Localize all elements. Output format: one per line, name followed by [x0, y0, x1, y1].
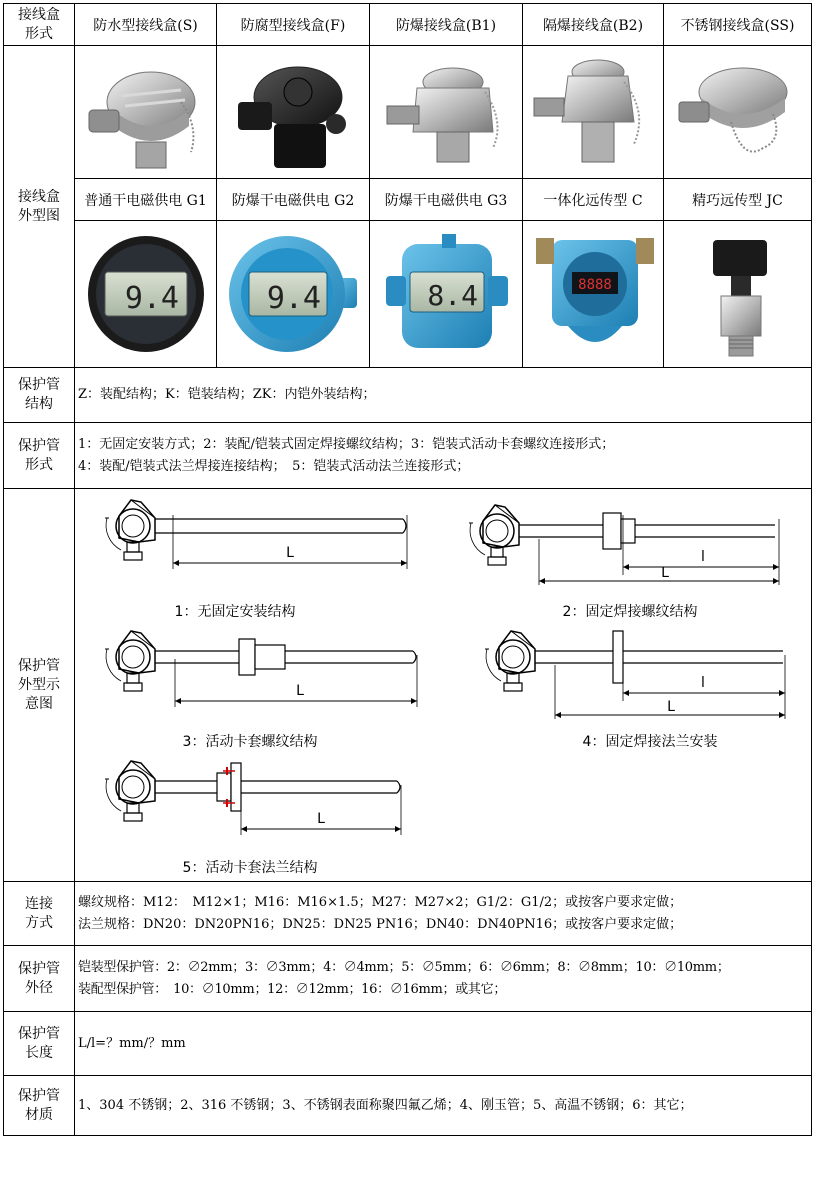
- length-label: 保护管 长度: [4, 1012, 75, 1076]
- tube-form-line-1: 1：无固定安装方式；2：装配/铠装式固定焊接螺纹结构；3：铠装式活动卡套螺纹连接形式；: [78, 436, 615, 452]
- box-type-stainless: 不锈钢接线盒(SS): [664, 4, 812, 46]
- diagram-1-L: L: [286, 545, 294, 561]
- tube-structure-label: 保护管 结构: [4, 368, 75, 423]
- c-reading: 8888: [578, 277, 612, 293]
- diagram-3: [105, 631, 417, 750]
- diagram-2-l: l: [701, 549, 705, 565]
- connection-row: [4, 882, 812, 946]
- spec-table: [3, 3, 812, 1136]
- length-text: L/l=？mm/？mm: [75, 1012, 812, 1076]
- display-caption-row: [4, 179, 812, 221]
- box-type-explosion-proof: 防爆接线盒(B1): [370, 4, 523, 46]
- diameter-label: 保护管 外径: [4, 946, 75, 1012]
- diagram-2-L: L: [661, 565, 669, 581]
- tube-form-label: 保护管 形式: [4, 423, 75, 489]
- flange-spec-line: 法兰规格：DN20：DN20PN16；DN25：DN25 PN16；DN40：DN40PN16；或按客户要求定做；: [78, 916, 683, 932]
- g3-display-image: [370, 221, 523, 368]
- waterproof-box-image: [75, 46, 217, 179]
- box-type-waterproof: 防水型接线盒(S): [75, 4, 217, 46]
- diagram-3-L: L: [296, 683, 304, 699]
- tube-diagrams: [75, 489, 810, 877]
- c-display-image: [523, 221, 664, 368]
- g3-reading: 8.4: [427, 279, 478, 312]
- tube-form-text: [75, 423, 812, 489]
- connection-label: 连接 方式: [4, 882, 75, 946]
- g1-reading: 9.4: [124, 281, 179, 316]
- diameter-text: [75, 946, 812, 1012]
- diagram-3-caption: 3：活动卡套螺纹结构: [182, 734, 318, 750]
- material-row: [4, 1076, 812, 1136]
- box-type-anticorrosion: 防腐型接线盒(F): [217, 4, 370, 46]
- display-type-jc: 精巧远传型 JC: [664, 179, 812, 221]
- tube-structure-text: Z：装配结构；K：铠装结构；ZK：内铠外装结构；: [75, 368, 812, 423]
- display-type-g1: 普通干电磁供电 G1: [75, 179, 217, 221]
- diagram-4: [485, 631, 785, 750]
- connection-text: [75, 882, 812, 946]
- armored-diameter-line: 铠装型保护管：2：∅2mm；3：∅3mm；4：∅4mm；5：∅5mm；6：∅6mm；8：∅8mm；10：∅10mm；: [78, 959, 730, 975]
- diagram-2: [469, 505, 779, 620]
- stainless-box-image: [664, 46, 812, 179]
- box-type-flameproof: 隔爆接线盒(B2): [523, 4, 664, 46]
- tube-structure-row: [4, 368, 812, 423]
- diagram-1-caption: 1：无固定安装结构: [174, 604, 296, 620]
- flameproof-box-image: [523, 46, 664, 179]
- diagram-row: [4, 489, 812, 882]
- box-photo-row: [4, 46, 812, 179]
- g2-reading: 9.4: [266, 281, 321, 316]
- tube-form-row: [4, 423, 812, 489]
- diagram-4-L: L: [667, 699, 675, 715]
- box-form-label: 接线盒 形式: [4, 4, 75, 46]
- diagram-1: [105, 500, 407, 620]
- diagram-5-caption: 5：活动卡套法兰结构: [182, 860, 318, 876]
- diagram-label: 保护管 外型示 意图: [4, 489, 75, 882]
- jc-display-image: [664, 221, 812, 368]
- assembled-diameter-line: 装配型保护管： 10：∅10mm；12：∅12mm；16：∅16mm；或其它；: [78, 981, 507, 997]
- material-label: 保护管 材质: [4, 1076, 75, 1136]
- explosion-proof-box-image: [370, 46, 523, 179]
- length-row: [4, 1012, 812, 1076]
- display-photo-row: [4, 221, 812, 368]
- box-form-row: [4, 4, 812, 46]
- diameter-row: [4, 946, 812, 1012]
- display-type-g3: 防爆干电磁供电 G3: [370, 179, 523, 221]
- material-text: 1、304 不锈钢；2、316 不锈钢；3、不锈钢表面称聚四氟乙烯；4、刚玉管；5、高温不锈钢；6：其它；: [75, 1076, 812, 1136]
- display-type-c: 一体化远传型 C: [523, 179, 664, 221]
- diagram-4-l: l: [701, 675, 705, 691]
- diagram-4-caption: 4：固定焊接法兰安装: [582, 734, 718, 750]
- diagram-5-L: L: [317, 811, 325, 827]
- g2-display-image: [217, 221, 370, 368]
- display-type-g2: 防爆干电磁供电 G2: [217, 179, 370, 221]
- diagram-cell: [75, 489, 812, 882]
- appearance-label: 接线盒 外型图: [4, 46, 75, 368]
- diagram-5: [105, 761, 401, 876]
- anticorrosion-box-image: [217, 46, 370, 179]
- thread-spec-line: 螺纹规格：M12： M12×1；M16：M16×1.5；M27：M27×2；G1/2：G1/2；或按客户要求定做；: [78, 894, 683, 910]
- diagram-2-caption: 2：固定焊接螺纹结构: [562, 604, 698, 620]
- tube-form-line-2: 4：装配/铠装式法兰焊接连接结构； 5：铠装式活动法兰连接形式；: [78, 458, 470, 474]
- g1-display-image: [75, 221, 217, 368]
